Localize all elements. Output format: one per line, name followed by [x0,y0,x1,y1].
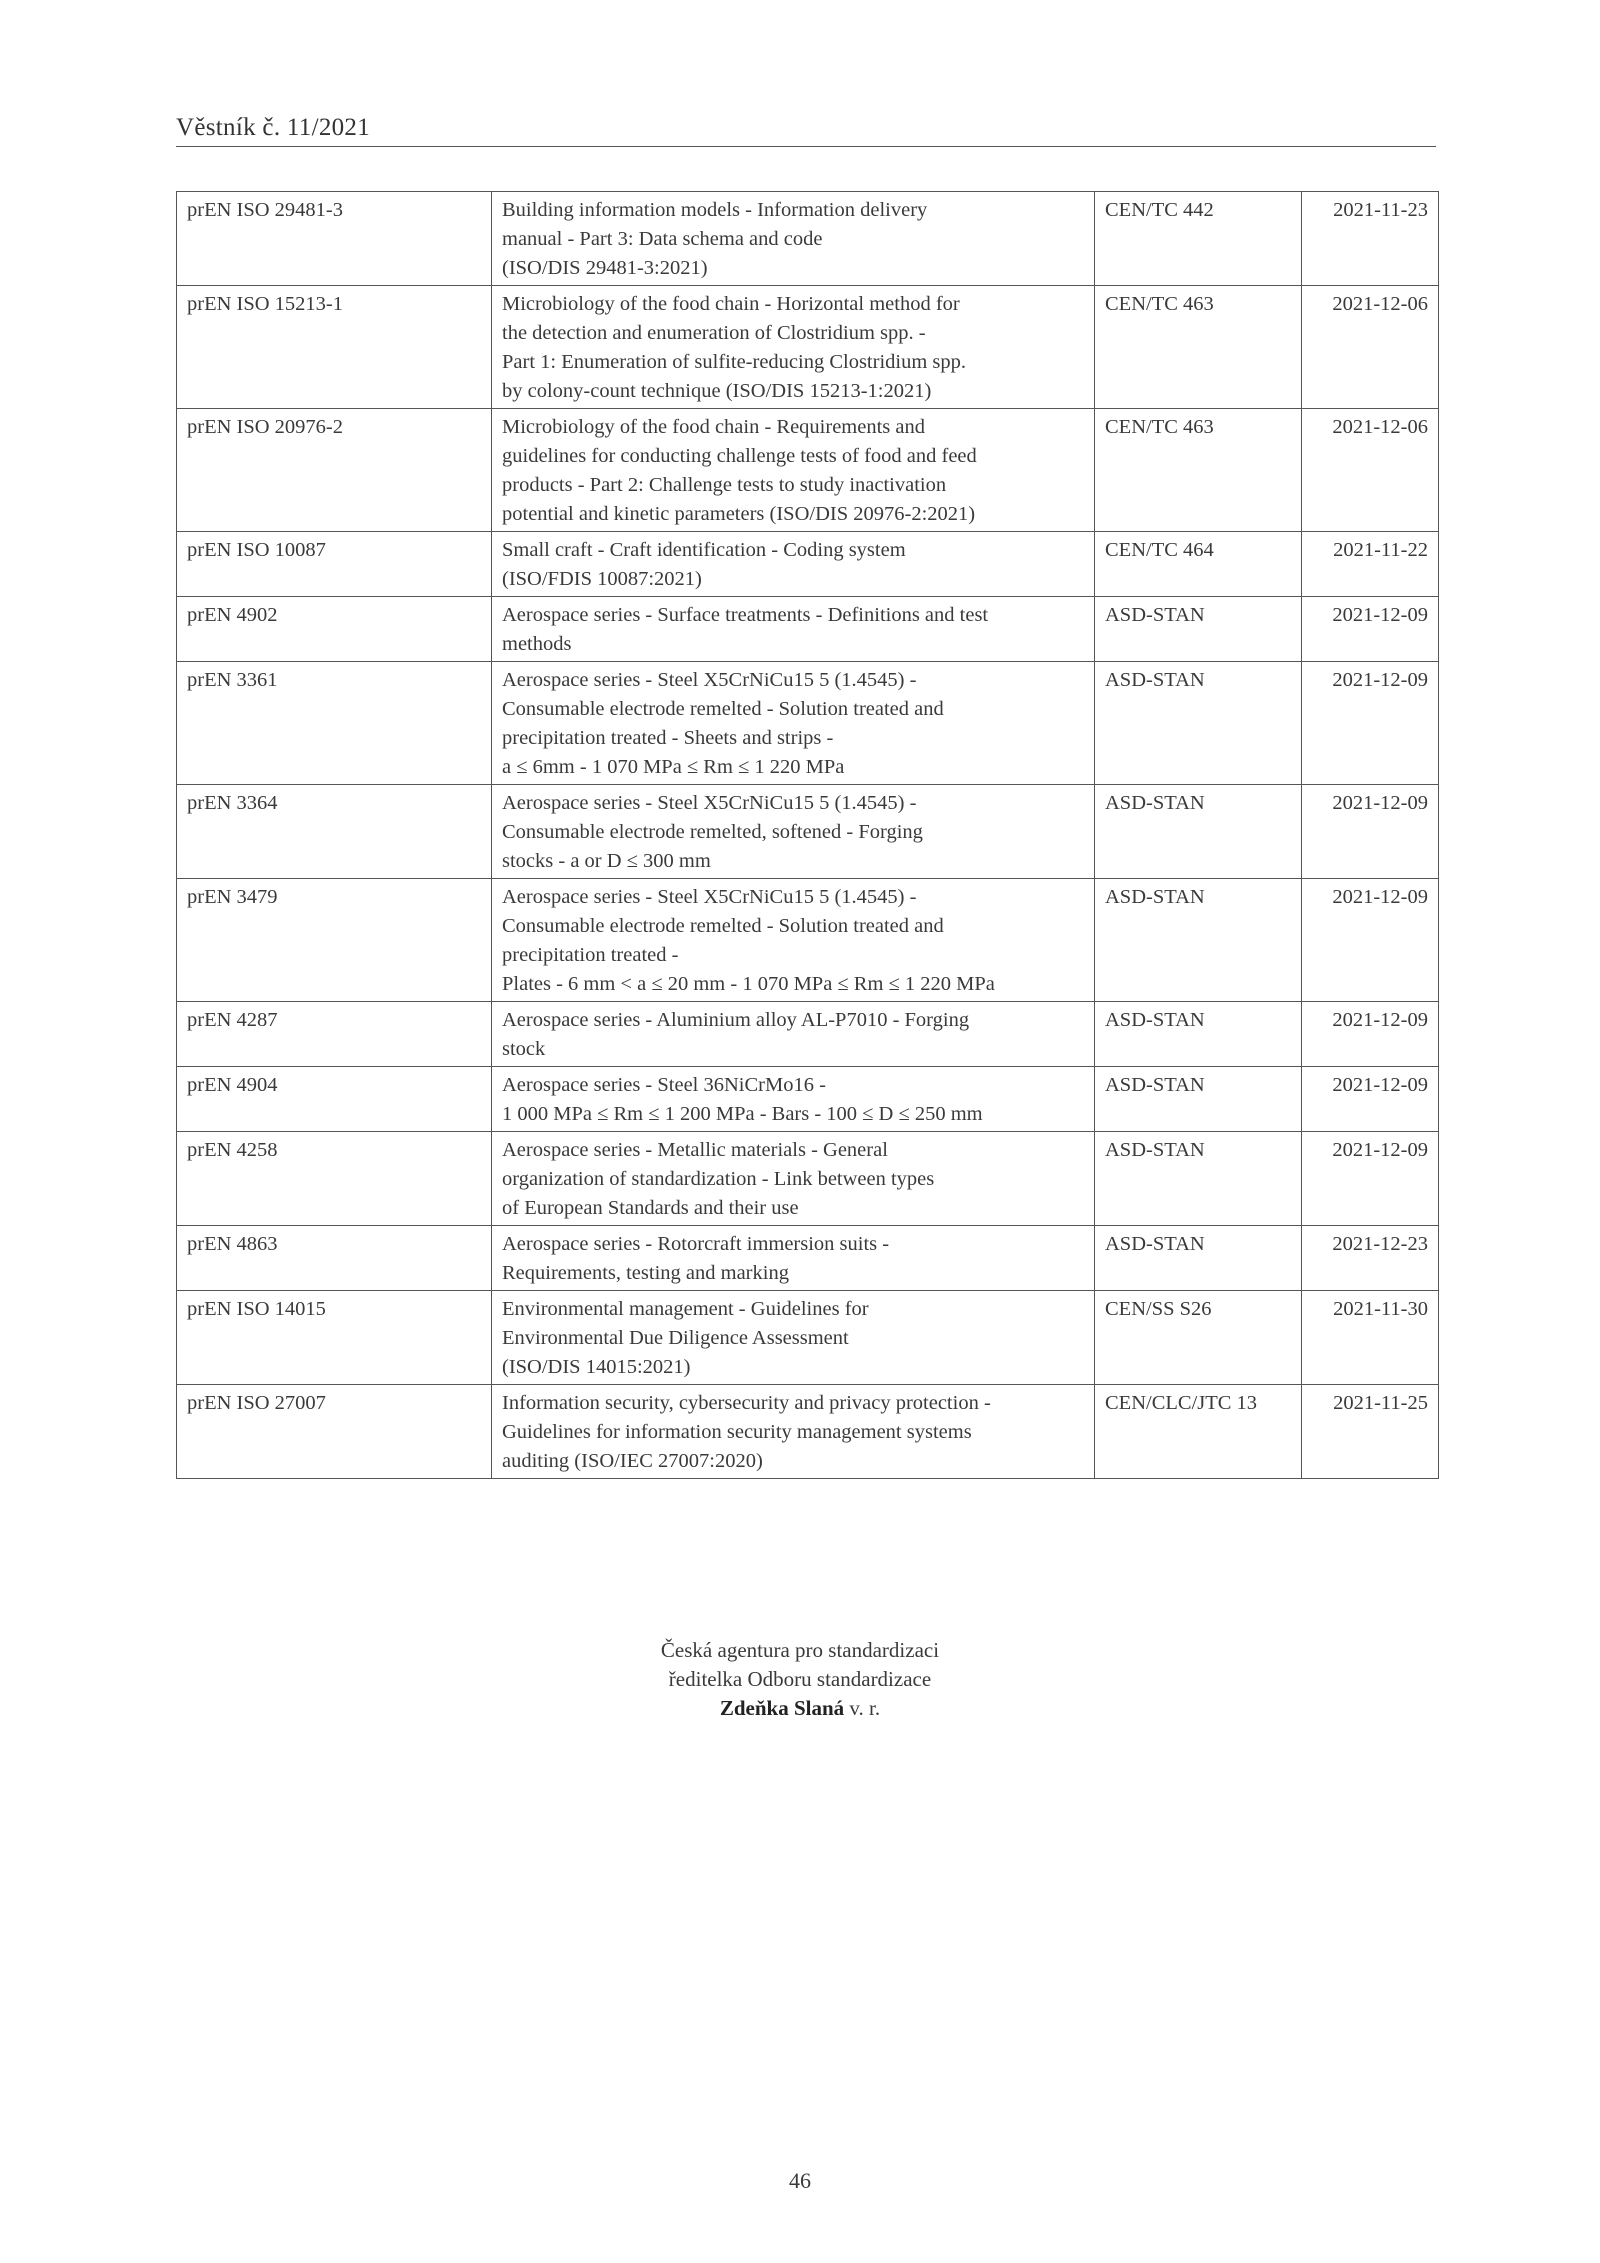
table-row [177,532,1439,597]
deadline-date-cell: 2021-12-09 [1302,785,1439,879]
standard-code-cell: prEN ISO 27007 [177,1385,492,1479]
deadline-date-cell: 2021-12-23 [1302,1226,1439,1291]
standard-title-cell [492,1385,1095,1479]
committee-cell: ASD-STAN [1095,879,1302,1002]
standard-title-cell [492,1132,1095,1226]
standard-title-line: Aerospace series - Steel 36NiCrMo16 - [502,1074,826,1096]
standard-title-line: (ISO/FDIS 10087:2021) [502,568,702,590]
standard-title-line: Aerospace series - Aluminium alloy AL-P7010 - Forging [502,1009,970,1031]
deadline-date-cell: 2021-12-09 [1302,597,1439,662]
committee-cell: CEN/CLC/JTC 13 [1095,1385,1302,1479]
committee-cell: ASD-STAN [1095,1226,1302,1291]
standard-title-line: Aerospace series - Steel X5CrNiCu15 5 (1.4545) - [502,886,917,908]
deadline-date-cell: 2021-11-30 [1302,1291,1439,1385]
standard-title-line: Aerospace series - Steel X5CrNiCu15 5 (1.4545) - [502,792,917,814]
standards-table [176,191,1439,1479]
signature-position: ředitelka Odboru standardizace [668,1667,932,1691]
signatory-name: Zdeňka Slaná [719,1696,845,1720]
committee-cell: CEN/TC 463 [1095,286,1302,409]
standard-title-line: Microbiology of the food chain - Requirements and [502,416,925,438]
page-number: 46 [789,2168,811,2193]
signature-name-line [0,1694,1600,1723]
standard-title-line: Consumable electrode remelted - Solution treated and [502,915,944,937]
standard-title-line: products - Part 2: Challenge tests to study inactivation [502,474,947,496]
committee-cell: ASD-STAN [1095,662,1302,785]
standard-title-line: manual - Part 3: Data schema and code [502,228,823,250]
standard-title-line: Aerospace series - Surface treatments - Definitions and test [502,604,989,626]
standard-code-cell: prEN 4258 [177,1132,492,1226]
deadline-date-cell: 2021-11-23 [1302,192,1439,286]
standard-title-line: precipitation treated - [502,944,679,966]
committee-cell: CEN/SS S26 [1095,1291,1302,1385]
standard-title-line: Microbiology of the food chain - Horizontal method for [502,293,960,315]
standard-title-line: Aerospace series - Rotorcraft immersion suits - [502,1233,890,1255]
table-row [177,1002,1439,1067]
standard-title-cell [492,662,1095,785]
committee-cell: ASD-STAN [1095,1002,1302,1067]
committee-cell: CEN/TC 442 [1095,192,1302,286]
standard-title-line: Small craft - Craft identification - Coding system [502,539,906,561]
signature-organization: Česká agentura pro standardizaci [660,1638,940,1662]
deadline-date-cell: 2021-12-09 [1302,1002,1439,1067]
deadline-date-cell: 2021-12-09 [1302,879,1439,1002]
standard-title-line: stock [502,1038,546,1060]
standard-title-cell [492,1226,1095,1291]
committee-cell: CEN/TC 464 [1095,532,1302,597]
standard-title-line: Aerospace series - Steel X5CrNiCu15 5 (1.4545) - [502,669,917,691]
standard-title-line: methods [502,633,572,655]
table-row [177,409,1439,532]
standard-title-line: Environmental Due Diligence Assessment [502,1327,849,1349]
standard-title-line: auditing (ISO/IEC 27007:2020) [502,1450,763,1472]
table-row [177,1226,1439,1291]
standard-title-cell [492,1291,1095,1385]
standard-code-cell: prEN ISO 29481-3 [177,192,492,286]
standard-title-line: stocks - a or D ≤ 300 mm [502,850,711,872]
standard-title-line: Building information models - Information delivery [502,199,928,221]
deadline-date-cell: 2021-12-09 [1302,1067,1439,1132]
committee-cell: ASD-STAN [1095,1067,1302,1132]
standard-title-cell [492,879,1095,1002]
standard-title-cell [492,409,1095,532]
standard-title-line: Consumable electrode remelted, softened - Forging [502,821,923,843]
deadline-date-cell: 2021-12-09 [1302,662,1439,785]
standard-title-line: Environmental management - Guidelines for [502,1298,869,1320]
standard-code-cell: prEN 4902 [177,597,492,662]
standard-code-cell: prEN ISO 10087 [177,532,492,597]
standard-code-cell: prEN ISO 15213-1 [177,286,492,409]
running-header [176,110,1436,147]
standard-title-line: Information security, cybersecurity and privacy protection - [502,1392,991,1414]
deadline-date-cell: 2021-12-06 [1302,409,1439,532]
standard-title-line: 1 000 MPa ≤ Rm ≤ 1 200 MPa - Bars - 100 ≤ D ≤ 250 mm [502,1103,983,1125]
standard-title-line: the detection and enumeration of Clostridium spp. - [502,322,926,344]
standard-title-line: Aerospace series - Metallic materials - General [502,1139,888,1161]
standard-title-cell [492,597,1095,662]
table-row [177,1132,1439,1226]
table-row [177,879,1439,1002]
standard-title-line: Guidelines for information security management systems [502,1421,972,1443]
standard-title-line: guidelines for conducting challenge tests of food and feed [502,445,977,467]
standard-title-cell [492,286,1095,409]
journal-issue-title: Věstník č. 11/2021 [176,114,371,141]
standard-code-cell: prEN ISO 20976-2 [177,409,492,532]
committee-cell: ASD-STAN [1095,597,1302,662]
deadline-date-cell: 2021-11-25 [1302,1385,1439,1479]
deadline-date-cell: 2021-11-22 [1302,532,1439,597]
deadline-date-cell: 2021-12-06 [1302,286,1439,409]
standard-title-line: by colony-count technique (ISO/DIS 15213-1:2021) [502,380,932,402]
standards-table-body [177,192,1439,1479]
standard-title-line: Part 1: Enumeration of sulfite-reducing Clostridium spp. [502,351,967,373]
standard-title-line: of European Standards and their use [502,1197,799,1219]
table-row [177,1385,1439,1479]
standard-title-line: precipitation treated - Sheets and strips - [502,727,834,749]
standard-code-cell: prEN ISO 14015 [177,1291,492,1385]
standard-code-cell: prEN 3479 [177,879,492,1002]
standard-title-cell [492,1002,1095,1067]
standard-title-line: organization of standardization - Link between types [502,1168,935,1190]
standard-title-line: Requirements, testing and marking [502,1262,789,1284]
signature-block [0,1636,1600,1723]
deadline-date-cell: 2021-12-09 [1302,1132,1439,1226]
committee-cell: ASD-STAN [1095,785,1302,879]
standard-title-line: Consumable electrode remelted - Solution treated and [502,698,944,720]
table-row [177,785,1439,879]
standard-title-cell [492,785,1095,879]
standard-title-line: (ISO/DIS 14015:2021) [502,1356,691,1378]
standard-title-line: potential and kinetic parameters (ISO/DIS 20976-2:2021) [502,503,976,525]
standard-title-line: a ≤ 6mm - 1 070 MPa ≤ Rm ≤ 1 220 MPa [502,756,845,778]
standard-title-line: Plates - 6 mm < a ≤ 20 mm - 1 070 MPa ≤ Rm ≤ 1 220 MPa [502,973,995,995]
standard-code-cell: prEN 4863 [177,1226,492,1291]
standard-title-cell [492,1067,1095,1132]
standard-title-cell [492,192,1095,286]
table-row [177,597,1439,662]
table-row [177,192,1439,286]
table-row [177,286,1439,409]
table-row [177,1291,1439,1385]
committee-cell: ASD-STAN [1095,1132,1302,1226]
standard-code-cell: prEN 3364 [177,785,492,879]
table-row [177,1067,1439,1132]
signature-suffix: v. r. [844,1696,881,1720]
table-row [177,662,1439,785]
standard-code-cell: prEN 4904 [177,1067,492,1132]
standard-code-cell: prEN 3361 [177,662,492,785]
standard-code-cell: prEN 4287 [177,1002,492,1067]
standard-title-cell [492,532,1095,597]
standard-title-line: (ISO/DIS 29481-3:2021) [502,257,708,279]
committee-cell: CEN/TC 463 [1095,409,1302,532]
